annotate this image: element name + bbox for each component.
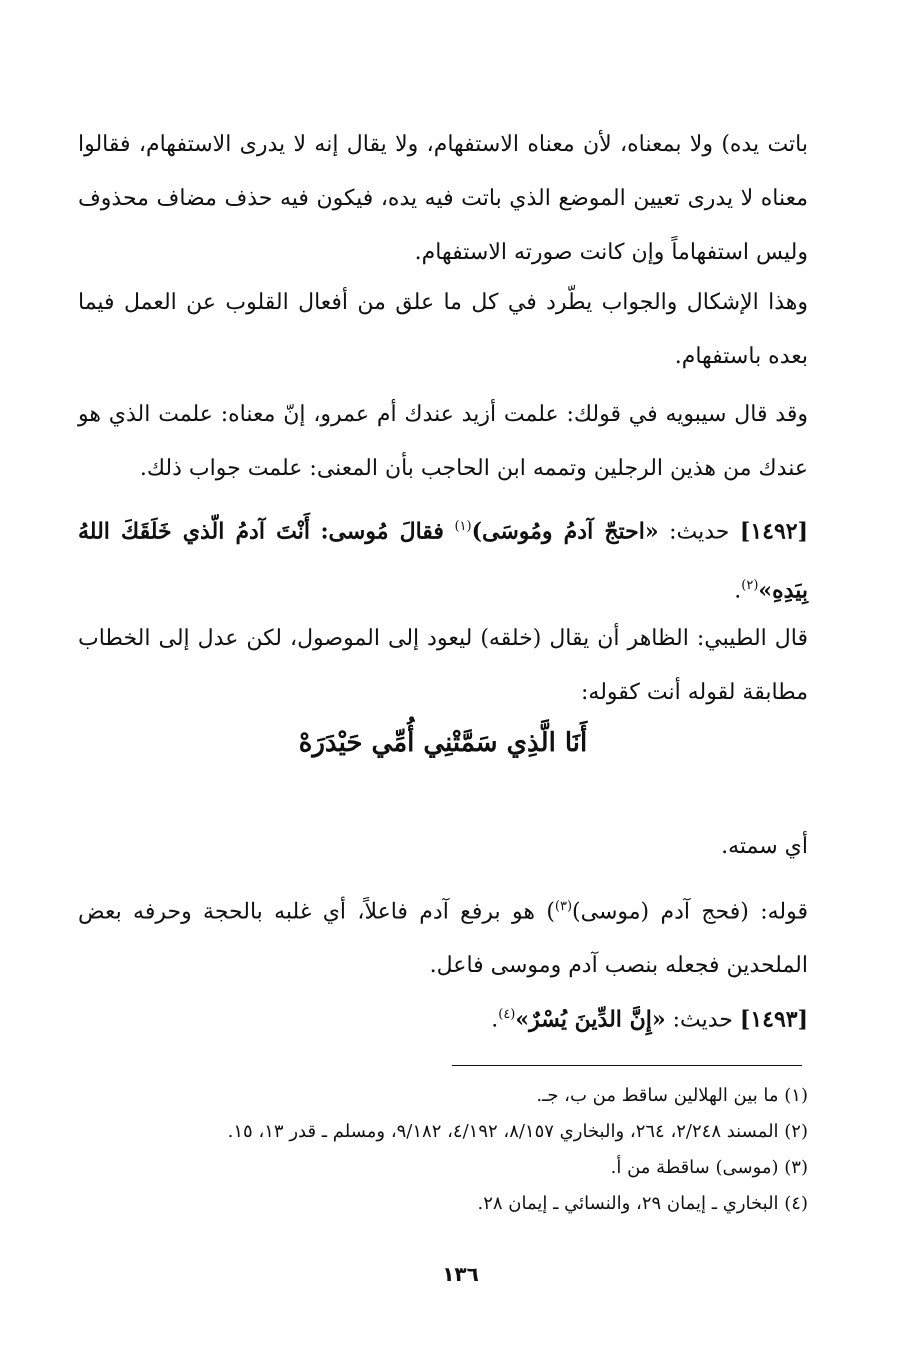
- paragraph-qawluhu: [78, 880, 808, 993]
- footnote-ref-4: (٤): [498, 1007, 516, 1022]
- hadith-number: [١٤٩٢]: [739, 518, 809, 545]
- footnote-1: (١) ما بين الهلالين ساقط من ب، جـ.: [536, 1085, 808, 1106]
- footnote-2: (٢) المسند ٢/٢٤٨، ٢٦٤، والبخاري ٨/١٥٧، ٤/١٩٢، ٩/١٨٢، ومسلم ـ قدر ١٣، ١٥.: [227, 1121, 808, 1142]
- hadith-mid: فقالَ مُوسى:: [320, 518, 444, 545]
- hadith-lead-1493: حديث:: [672, 1007, 733, 1033]
- footnote-3: (٣) (موسى) ساقطة من أ.: [610, 1157, 808, 1178]
- footnote-divider: [452, 1065, 802, 1066]
- paragraph-1: باتت يده) ولا بمعناه، لأن معناه الاستفهام، ولا يقال إنه لا يدرى الاستفهام، فقالوا معناه لا يدرى تعيين الموضع الذي باتت فيه يده، فيكون فيه حذف مضاف محذوف وليس استفهاماً وإن كانت صورته الاستفهام.: [78, 132, 809, 265]
- qawluhu-end: ) هو برفع آدم فاعلاً، أي غلبه بالحجة وحرفه بعض الملحدين فجعله بنصب آدم وموسى فاعل.: [78, 899, 808, 979]
- hadith-quote-2: أَنْتَ آدمُ الّذي خَلَقَكَ اللهُ بِيَدِهِ»: [78, 518, 808, 604]
- poetry-verse: أَنَا الَّذِي سَمَّتْنِي أُمِّي حَيْدَرَهْ: [298, 728, 588, 758]
- footnote-ref-1: (١): [454, 519, 472, 534]
- hadith-lead: حديث:: [669, 519, 730, 545]
- hadith-quote: «احتجّ آدمُ ومُوسَى): [471, 518, 659, 545]
- hadith-1493: [78, 988, 808, 1047]
- hadith-number-1493: [١٤٩٣]: [739, 1006, 808, 1033]
- paragraph-3: وقد قال سيبويه في قولك: علمت أزيد عندك أم عمرو، إنّ معناه: علمت الذي هو عندك من هذين الرجلين وتممه ابن الحاجب بأن المعنى: علمت جواب ذلك.: [78, 402, 808, 481]
- qawluhu-start: قوله: (فحج آدم (موسى): [572, 899, 808, 925]
- paragraph-sammathu: أي سمته.: [721, 834, 808, 859]
- footnote-ref-3: (٣): [554, 899, 573, 914]
- hadith-1492: [78, 500, 808, 619]
- footnote-4: (٤) البخاري ـ إيمان ٢٩، والنسائي ـ إيمان ٢٨.: [477, 1193, 808, 1214]
- hadith-quote-1493: «إِنَّ الدِّينَ يُسْرٌ»: [515, 1006, 666, 1033]
- hadith-end-1493: .: [491, 1007, 499, 1033]
- paragraph-2: وهذا الإشكال والجواب يطّرد في كل ما علق من أفعال القلوب عن العمل فيما بعده باستفهام.: [78, 290, 808, 369]
- footnotes: [70, 1078, 808, 1222]
- footnote-ref-2: (٢): [741, 578, 759, 594]
- page-number: ١٣٦: [442, 1262, 479, 1286]
- paragraph-tibi: قال الطيبي: الظاهر أن يقال (خلقه) ليعود إلى الموصول، لكن عدل إلى الخطاب مطابقة لقوله أنت كقوله:: [78, 626, 808, 705]
- hadith-end: .: [734, 578, 742, 604]
